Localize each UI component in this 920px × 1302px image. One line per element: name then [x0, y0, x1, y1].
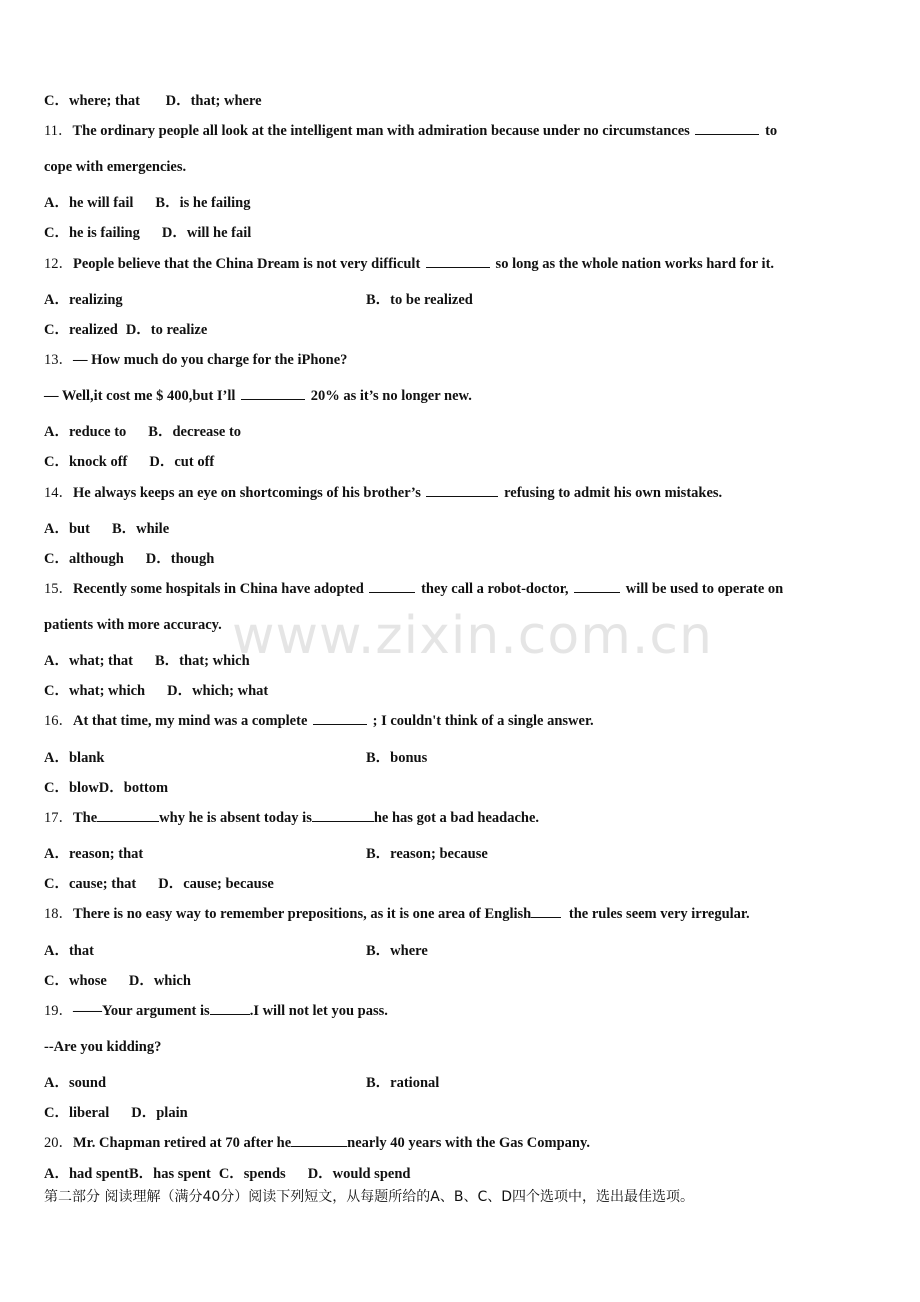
- option-c: C．although: [44, 551, 124, 567]
- answer-blank: [312, 808, 374, 822]
- question-text: nearly 40 years with the Gas Company.: [347, 1135, 591, 1151]
- option-c: C．whose: [44, 973, 107, 989]
- option-a: A．what; that: [44, 653, 134, 669]
- question-text: People believe that the China Dream is not very difficult: [73, 256, 421, 272]
- options-row-cd: [44, 549, 876, 569]
- option-b: B．to be realized: [366, 292, 473, 308]
- question-text: ; I couldn't think of a single answer.: [372, 713, 594, 729]
- option-c: C．liberal: [44, 1105, 110, 1121]
- options-row-cd: [44, 778, 876, 798]
- option-c: C．cause; that: [44, 876, 137, 892]
- answer-blank: [426, 254, 490, 268]
- options-row-ab: [44, 193, 876, 213]
- question-text: why he is absent today is: [159, 810, 312, 826]
- options-row-cd: [44, 320, 876, 340]
- answer-blank: [313, 711, 367, 725]
- answer-blank: [291, 1133, 347, 1147]
- question-text: will be used to operate on: [625, 581, 784, 597]
- answer-blank: [210, 1001, 250, 1015]
- question-20: [44, 1133, 876, 1153]
- section-heading: 第二部分 阅读理解（满分40分）阅读下列短文，从每题所给的A、B、C、D四个选项中，选出最佳选项。: [44, 1189, 694, 1205]
- option-b: B．is he failing: [155, 195, 251, 211]
- options-row-cd: [44, 971, 876, 991]
- question-number: 18．: [44, 906, 73, 922]
- options-row-ab: [44, 290, 876, 310]
- question-number: 20．: [44, 1135, 73, 1151]
- option-a: A．blank: [44, 750, 105, 766]
- question-13-reply: [44, 386, 876, 406]
- question-16: [44, 711, 876, 731]
- option-c: C．realized: [44, 322, 118, 338]
- question-text: There is no easy way to remember prepositions, as it is one area of English: [73, 906, 532, 922]
- options-row-cd: [44, 91, 876, 111]
- question-text: Recently some hospitals in China have adopted: [73, 581, 364, 597]
- option-b: B．reason; because: [366, 846, 488, 862]
- option-b: B．while: [111, 521, 170, 537]
- question-text: The: [73, 810, 98, 826]
- question-text: .I will not let you pass.: [249, 1003, 388, 1019]
- option-d: D．cause; because: [158, 876, 274, 892]
- question-text: 20% as it’s no longer new.: [310, 388, 472, 404]
- options-row-cd: [44, 874, 876, 894]
- question-11: [44, 121, 876, 141]
- question-text: Mr. Chapman retired at 70 after he: [73, 1135, 292, 1151]
- options-row-cd: [44, 223, 876, 243]
- option-c: C．he is failing: [44, 225, 140, 241]
- option-d: D．bottom: [98, 780, 169, 796]
- question-text: so long as the whole nation works hard for it.: [495, 256, 775, 272]
- question-text: ——Your argument is: [73, 1003, 210, 1019]
- option-d: D．will he fail: [161, 225, 252, 241]
- question-12: [44, 254, 876, 274]
- option-d: D．though: [145, 551, 215, 567]
- option-d: D．which; what: [167, 683, 269, 699]
- question-number: 14．: [44, 485, 73, 501]
- options-row-cd: [44, 452, 876, 472]
- question-14: [44, 483, 876, 503]
- question-17: [44, 808, 876, 828]
- question-text: He always keeps an eye on shortcomings of his brother’s: [73, 485, 421, 501]
- question-text: — Well,it cost me $ 400,but I’ll: [44, 388, 236, 404]
- question-number: 16．: [44, 713, 73, 729]
- option-a: A．reason; that: [44, 846, 144, 862]
- option-a: A．sound: [44, 1075, 107, 1091]
- question-11-cont: cope with emergencies.: [44, 159, 187, 175]
- question-text: At that time, my mind was a complete: [73, 713, 308, 729]
- option-a: A．but: [44, 521, 90, 537]
- option-b: B．has spent: [129, 1166, 211, 1182]
- option-b: B．rational: [366, 1075, 440, 1091]
- options-row-ab: [44, 422, 876, 442]
- option-a: A．reduce to: [44, 424, 127, 440]
- question-13: [44, 350, 876, 370]
- options-row-ab: [44, 1073, 876, 1093]
- question-text: they call a robot-doctor,: [421, 581, 569, 597]
- option-c: C．spends: [218, 1166, 286, 1182]
- option-d: D．that; where: [165, 93, 262, 109]
- option-d: D．cut off: [149, 454, 215, 470]
- question-number: 13．: [44, 352, 73, 368]
- question-15-cont: patients with more accuracy.: [44, 617, 222, 633]
- question-text: the rules seem very irregular.: [568, 906, 750, 922]
- option-a: A．that: [44, 943, 94, 959]
- option-c: C．where; that: [44, 93, 140, 109]
- options-row-ab: [44, 941, 876, 961]
- option-a: A．had spent: [44, 1166, 130, 1182]
- option-d: D．plain: [131, 1105, 188, 1121]
- option-a: A．realizing: [44, 292, 123, 308]
- option-d: D．which: [128, 973, 191, 989]
- question-number: 12．: [44, 256, 73, 272]
- question-18: [44, 904, 876, 924]
- option-b: B．that; which: [155, 653, 250, 669]
- question-19-reply: --Are you kidding?: [44, 1039, 162, 1055]
- option-c: C．what; which: [44, 683, 146, 699]
- answer-blank: [574, 579, 620, 593]
- answer-blank: [531, 904, 561, 918]
- question-15: [44, 579, 876, 599]
- option-a: A．he will fail: [44, 195, 134, 211]
- option-b: B．bonus: [366, 750, 428, 766]
- question-text: he has got a bad headache.: [373, 810, 540, 826]
- options-row-ab: [44, 748, 876, 768]
- options-row-ab: [44, 844, 876, 864]
- options-row-ab: [44, 519, 876, 539]
- answer-blank: [426, 483, 498, 497]
- question-text: to: [765, 123, 778, 139]
- options-row-abcd: [44, 1164, 876, 1184]
- option-b: B．where: [366, 943, 428, 959]
- option-c: C．knock off: [44, 454, 128, 470]
- options-row-ab: [44, 651, 876, 671]
- question-text: — How much do you charge for the iPhone?: [73, 352, 348, 368]
- option-d: D．to realize: [125, 322, 208, 338]
- answer-blank: [241, 386, 305, 400]
- question-number: 11．: [44, 123, 73, 139]
- answer-blank: [695, 121, 759, 135]
- watermark: www.zixin.com.cn: [232, 606, 713, 666]
- question-number: 15．: [44, 581, 73, 597]
- question-number: 19．: [44, 1003, 73, 1019]
- option-c: C．blow: [44, 780, 99, 796]
- answer-blank: [369, 579, 415, 593]
- question-text: The ordinary people all look at the intelligent man with admiration because under no circumstances: [72, 123, 690, 139]
- question-19: [44, 1001, 876, 1021]
- answer-blank: [97, 808, 159, 822]
- option-d: D．would spend: [307, 1166, 411, 1182]
- option-b: B．decrease to: [148, 424, 242, 440]
- question-number: 17．: [44, 810, 73, 826]
- options-row-cd: [44, 681, 876, 701]
- question-text: refusing to admit his own mistakes.: [504, 485, 723, 501]
- options-row-cd: [44, 1103, 876, 1123]
